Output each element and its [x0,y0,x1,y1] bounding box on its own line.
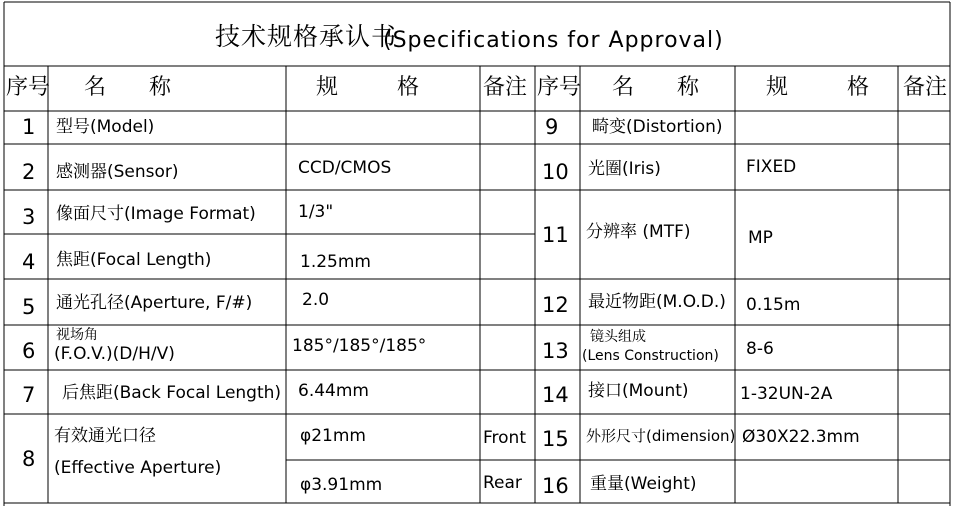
row-no: 3 [22,205,36,229]
row-name-cn: 镜头组成 [590,329,646,345]
header-name-left: 名 称 [84,75,189,100]
row-name-en: (Lens Construction) [582,348,719,364]
row-name: 最近物距(M.O.D.) [588,292,726,312]
row-no: 7 [22,383,36,407]
row-no: 1 [22,115,36,139]
row-remark-front: Front [483,428,526,448]
row-name: 畸变(Distortion) [592,117,723,137]
row-name: 外形尺寸(dimension) [586,427,736,445]
header-remark-left: 备注 [483,75,528,100]
row-spec: Ø30X22.3mm [742,427,860,447]
header-no-left: 序号 [6,75,51,100]
row-spec: CCD/CMOS [298,158,392,178]
row-name: 通光孔径(Aperture, F/#) [56,293,253,313]
row-no: 2 [22,160,36,184]
row-spec: 8-6 [746,339,774,359]
row-name: 后焦距(Back Focal Length) [62,383,282,403]
row-spec: 1-32UN-2A [740,384,833,404]
row-no: 12 [542,293,569,317]
row-name-en: (Effective Aperture) [54,458,222,478]
row-no: 10 [542,160,569,184]
row-name: 接口(Mount) [588,381,689,401]
title-english: (Specifications for Approval) [383,28,724,53]
row-no: 4 [22,250,36,274]
row-no: 13 [542,339,569,363]
row-spec: 0.15m [746,295,801,315]
row-spec: 185°/185°/185° [292,336,427,356]
header-spec-left: 规 格 [316,75,445,100]
row-no: 6 [22,339,36,363]
header-name-right: 名 称 [612,75,717,100]
row-spec: 6.44mm [298,381,369,401]
row-name: 像面尺寸(Image Format) [56,204,256,224]
row-name-en: (F.O.V.)(D/H/V) [54,344,175,364]
row-name: 重量(Weight) [590,474,697,494]
header-no-right: 序号 [537,75,582,100]
row-no: 9 [545,115,559,139]
row-spec-rear: φ3.91mm [300,475,383,495]
row-name: 焦距(Focal Length) [56,250,212,270]
row-name: 感测器(Sensor) [56,162,179,182]
row-no: 16 [542,474,569,498]
row-spec: 1/3" [298,202,334,222]
row-no: 8 [22,447,36,471]
row-name: 光圈(Iris) [588,159,661,179]
row-name: 型号(Model) [56,117,155,137]
row-spec: 1.25mm [300,252,371,272]
row-no: 14 [542,383,569,407]
header-spec-right: 规 格 [766,75,895,100]
row-no: 11 [542,223,569,247]
header-remark-right: 备注 [903,75,948,100]
row-name-cn: 有效通光口径 [54,426,156,446]
row-spec: MP [748,228,773,248]
row-spec: FIXED [746,157,797,177]
row-no: 15 [542,427,569,451]
row-no: 5 [22,295,36,319]
row-remark-rear: Rear [483,473,522,493]
row-spec: 2.0 [302,290,330,310]
row-name: 分辨率 (MTF) [586,222,691,242]
row-spec-front: φ21mm [300,426,366,446]
title-chinese: 技术规格承认书 [215,22,398,51]
row-name-cn: 视场角 [56,327,98,343]
